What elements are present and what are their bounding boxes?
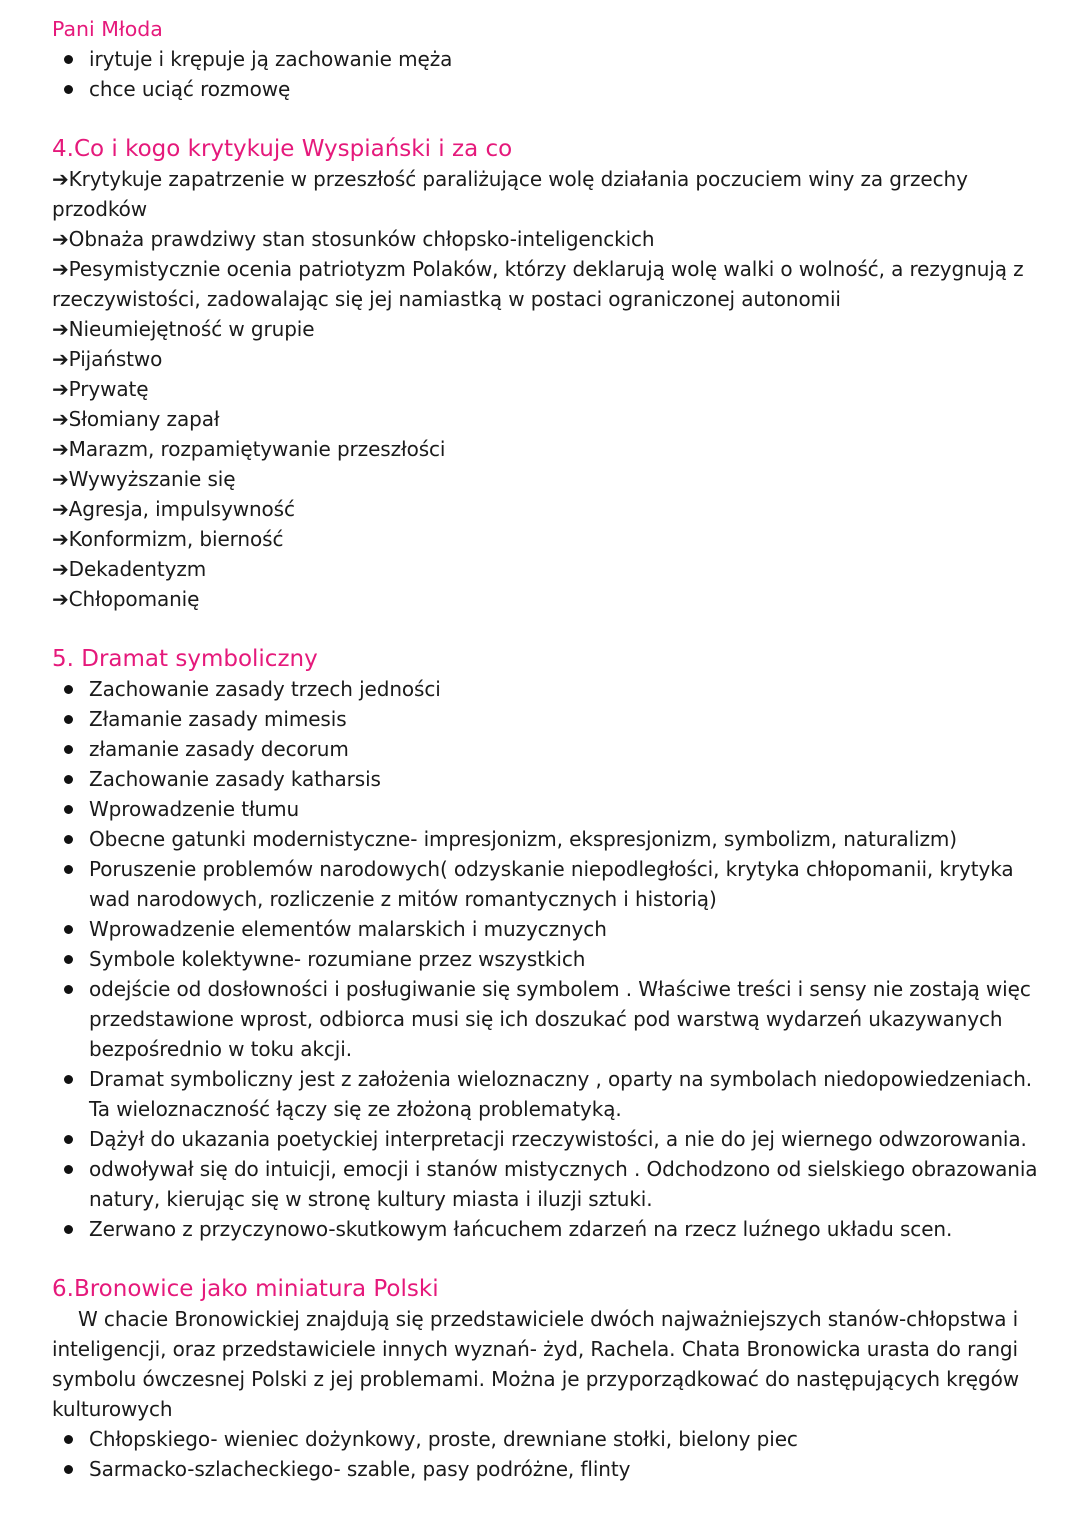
list-item: ➔Chłopomanię [52, 587, 200, 611]
list-item: ➔Krytykuje zapatrzenie w przeszłość paraliżujące wolę działania poczuciem winy za grzechy przodków [52, 167, 968, 221]
section-5-heading: 5. Dramat symboliczny [52, 646, 318, 672]
list-item: ➔Prywatę [52, 377, 149, 401]
list-item: Dążył do ukazania poetyckiej interpretacji rzeczywistości, a nie do jej wiernego odwzorowania. [52, 1124, 1042, 1154]
list-item: Zachowanie zasady katharsis [52, 764, 1042, 794]
list-item: Obecne gatunki modernistyczne- impresjonizm, ekspresjonizm, symbolizm, naturalizm) [52, 824, 1042, 854]
bullet-icon [64, 1435, 73, 1444]
bullet-icon [64, 865, 73, 874]
bullet-icon [64, 775, 73, 784]
section-4-list [52, 164, 1042, 614]
bullet-icon [64, 85, 73, 94]
arrow-right-icon: ➔ [52, 257, 69, 281]
pani-mloda-list [52, 44, 1042, 104]
list-item: Wprowadzenie tłumu [52, 794, 1042, 824]
spacer [52, 104, 1042, 134]
bullet-icon [64, 835, 73, 844]
arrow-right-icon: ➔ [52, 227, 69, 251]
list-item: ➔Agresja, impulsywność [52, 497, 295, 521]
arrow-right-icon: ➔ [52, 497, 69, 521]
bullet-icon [64, 1075, 73, 1084]
list-item: chce uciąć rozmowę [52, 74, 1042, 104]
list-item: ➔Pesymistycznie ocenia patriotyzm Polaków, którzy deklarują wolę walki o wolność, a rezygnują z rzeczywistości, zadowalając się jej namiastką w postaci ograniczonej autonomii [52, 257, 1024, 311]
list-item: Zachowanie zasady trzech jedności [52, 674, 1042, 704]
list-item: ➔Słomiany zapał [52, 407, 220, 431]
bullet-icon [64, 1135, 73, 1144]
bullet-icon [64, 925, 73, 934]
arrow-right-icon: ➔ [52, 437, 69, 461]
arrow-right-icon: ➔ [52, 317, 69, 341]
list-item: ➔Obnaża prawdziwy stan stosunków chłopsko-inteligenckich [52, 227, 655, 251]
bullet-icon [64, 55, 73, 64]
arrow-right-icon: ➔ [52, 407, 69, 431]
list-item: ➔Dekadentyzm [52, 557, 207, 581]
list-item: irytuje i krępuje ją zachowanie męża [52, 44, 1042, 74]
bullet-icon [64, 745, 73, 754]
pani-mloda-heading: Pani Młoda [52, 17, 163, 41]
list-item: ➔Wywyższanie się [52, 467, 236, 491]
spacer [52, 614, 1042, 644]
list-item: złamanie zasady decorum [52, 734, 1042, 764]
list-item: Wprowadzenie elementów malarskich i muzycznych [52, 914, 1042, 944]
bullet-icon [64, 1165, 73, 1174]
bullet-icon [64, 805, 73, 814]
list-item: Symbole kolektywne- rozumiane przez wszystkich [52, 944, 1042, 974]
list-item: Sarmacko-szlacheckiego- szable, pasy podróżne, flinty [52, 1454, 1042, 1484]
list-item: Chłopskiego- wieniec dożynkowy, proste, drewniane stołki, bielony piec [52, 1424, 1042, 1454]
section-6-paragraph: W chacie Bronowickiej znajdują się przedstawiciele dwóch najważniejszych stanów-chłopstwa i inteligencji, oraz przedstawiciele innych wyznań- żyd, Rachela. Chata Bronowicka urasta do rangi symbolu ówczesnej Polski z jej problemami. Można je przyporządkować do następujących kręgów kulturowych [52, 1307, 1019, 1421]
bullet-icon [64, 955, 73, 964]
list-item: Złamanie zasady mimesis [52, 704, 1042, 734]
list-item: odejście od dosłowności i posługiwanie się symbolem . Właściwe treści i sensy nie zostają więc przedstawione wprost, odbiorca musi się ich doszukać pod warstwą wydarzeń ukazywanych bezpośrednio w toku akcji. [52, 974, 1042, 1064]
bullet-icon [64, 985, 73, 994]
arrow-right-icon: ➔ [52, 527, 69, 551]
list-item: Poruszenie problemów narodowych( odzyskanie niepodległości, krytyka chłopomanii, krytyka wad narodowych, rozliczenie z mitów romantycznych i historią) [52, 854, 1042, 914]
arrow-right-icon: ➔ [52, 377, 69, 401]
arrow-right-icon: ➔ [52, 587, 69, 611]
section-6-list [52, 1424, 1042, 1484]
arrow-right-icon: ➔ [52, 467, 69, 491]
list-item: Dramat symboliczny jest z założenia wieloznaczny , oparty na symbolach niedopowiedzeniach. Ta wieloznaczność łączy się ze złożoną problematyką. [52, 1064, 1042, 1124]
spacer [52, 1244, 1042, 1274]
section-4-heading: 4.Co i kogo krytykuje Wyspiański i za co [52, 136, 513, 162]
bullet-icon [64, 685, 73, 694]
list-item: ➔Konformizm, bierność [52, 527, 284, 551]
bullet-icon [64, 715, 73, 724]
arrow-right-icon: ➔ [52, 557, 69, 581]
arrow-right-icon: ➔ [52, 347, 69, 371]
section-5-list [52, 674, 1042, 1244]
list-item: ➔Pijaństwo [52, 347, 163, 371]
list-item: ➔Marazm, rozpamiętywanie przeszłości [52, 437, 446, 461]
bullet-icon [64, 1465, 73, 1474]
list-item: odwoływał się do intuicji, emocji i stanów mistycznych . Odchodzono od sielskiego obrazowania natury, kierując się w stronę kultury miasta i iluzji sztuki. [52, 1154, 1042, 1214]
arrow-right-icon: ➔ [52, 167, 69, 191]
document-page [52, 14, 1042, 1484]
list-item: Zerwano z przyczynowo-skutkowym łańcuchem zdarzeń na rzecz luźnego układu scen. [52, 1214, 1042, 1244]
bullet-icon [64, 1225, 73, 1234]
section-6-heading: 6.Bronowice jako miniatura Polski [52, 1276, 439, 1302]
list-item: ➔Nieumiejętność w grupie [52, 317, 315, 341]
